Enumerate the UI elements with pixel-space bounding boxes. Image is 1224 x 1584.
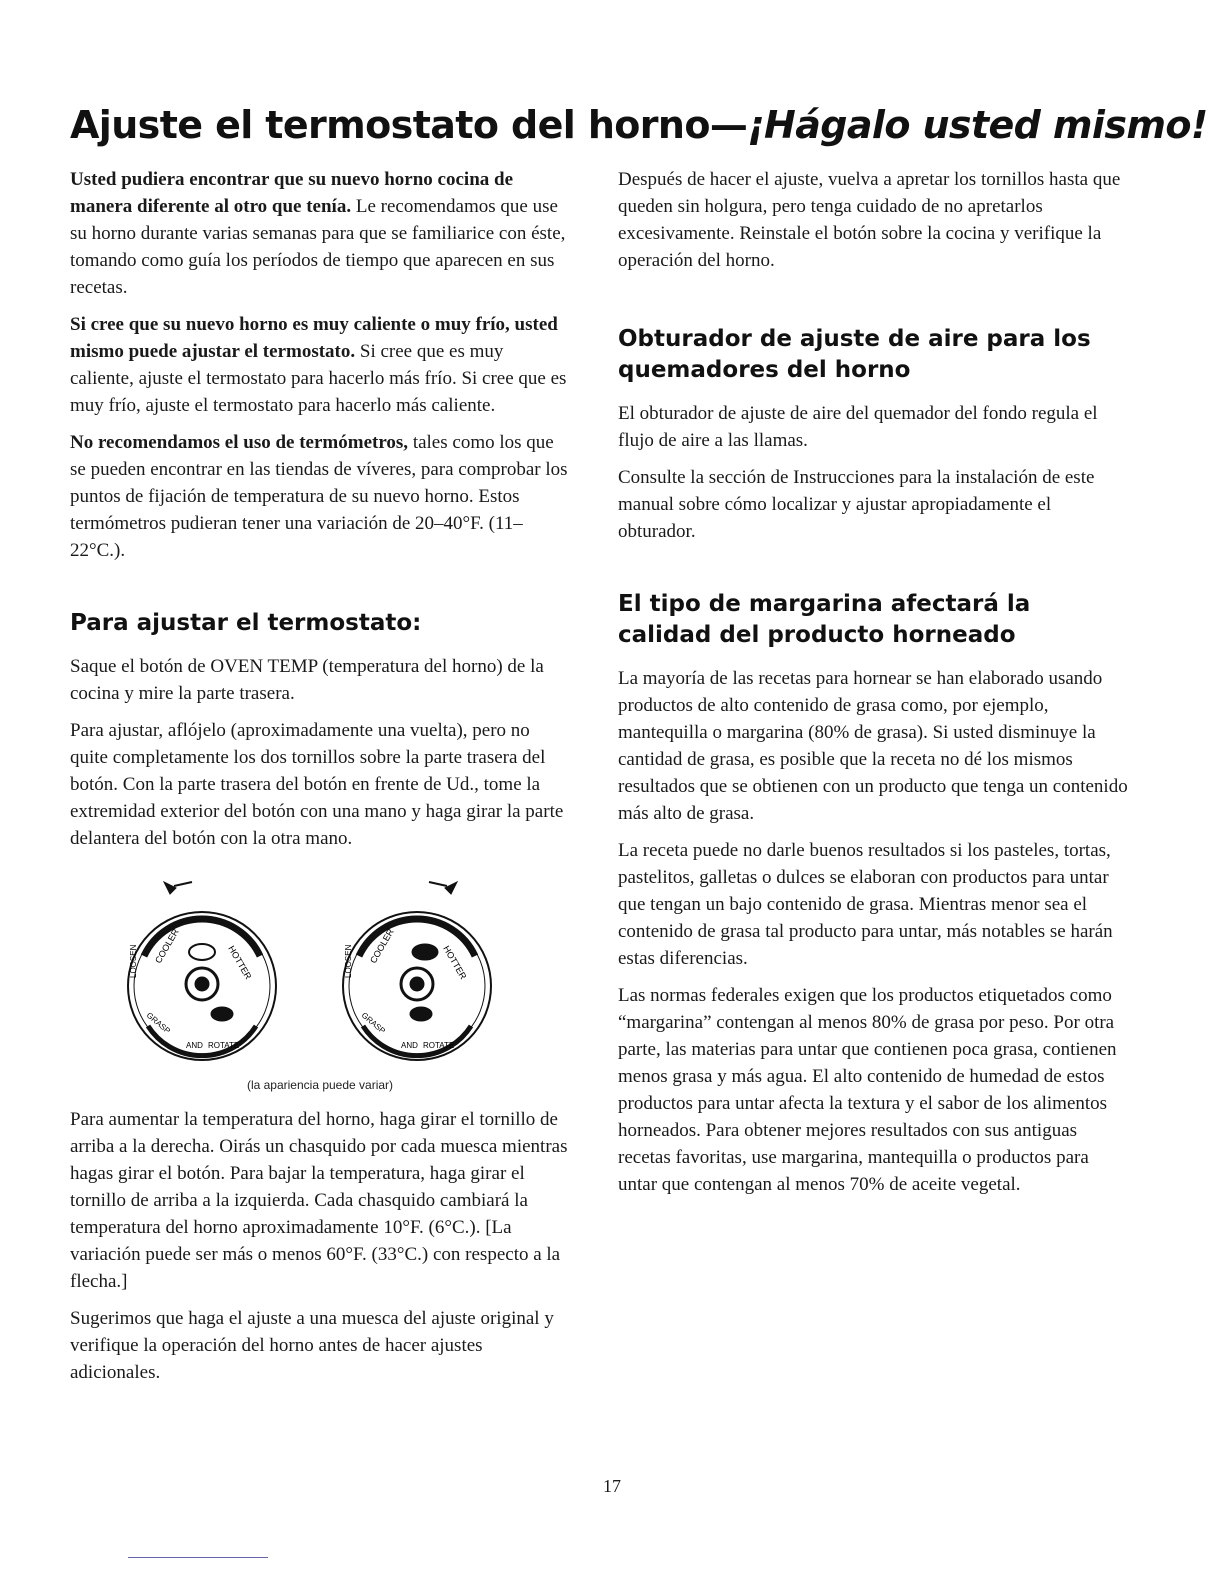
thermometers-text: tales como los que se pueden encontrar en las tiendas de víveres, para comprobar los puntos de fijación de temperatura de su nuevo horno. Estos termómetros pudieran tener una variación de 20–40°F. (11–22°C.). bbox=[70, 432, 568, 561]
label-cooler-left: COOLER bbox=[153, 927, 181, 965]
intro-bold: Usted pudiera encontrar que su nuevo horno cocina de manera diferente al otro que tenía. bbox=[70, 169, 514, 217]
knob-left-illustration bbox=[110, 866, 295, 1066]
hot-cold-paragraph bbox=[70, 311, 570, 419]
installation-reference-paragraph: Consulte la sección de Instrucciones para la instalación de este manual sobre cómo localizar y ajustar apropiadamente el obturador. bbox=[618, 467, 1095, 542]
temperature-adjust-paragraph: Para aumentar la temperatura del horno, haga girar el tornillo de arriba a la derecha. Oirás un chasquido por cada muesca mientras hagas girar el botón. Para bajar la temperatura, haga girar el tornillo de arriba a la izquierda. Cada chasquido cambiará la temperatura del horno aproximadamente 10°F. (6°C.). [La variación puede ser más o menos 60°F. (33°C.) con respecto a la flecha.] bbox=[70, 1109, 568, 1292]
thermometers-paragraph bbox=[70, 429, 570, 564]
intro-paragraph bbox=[70, 166, 570, 301]
label-cooler-right: COOLER bbox=[368, 927, 396, 965]
page-number: 17 bbox=[603, 1476, 621, 1496]
title-italic: ¡Hágalo usted mismo! bbox=[747, 103, 1208, 148]
intro-text: Le recomendamos que use su horno durante varias semanas para que se familiarice con éste, tomando como guía los períodos de tiempo que aparecen en sus recetas. bbox=[70, 196, 566, 298]
remove-knob-paragraph: Saque el botón de OVEN TEMP (temperatura del horno) de la cocina y mire la parte trasera. bbox=[70, 656, 544, 704]
hot-cold-bold: Si cree que su nuevo horno es muy caliente o muy frío, usted mismo puede ajustar el termostato. bbox=[70, 314, 558, 362]
label-grasp-right: GRASP bbox=[359, 1010, 387, 1036]
margarine-heading: El tipo de margarina afectará la calidad del producto horneado bbox=[618, 591, 1031, 648]
page-title bbox=[70, 103, 1208, 148]
label-hotter-left: HOTTER bbox=[226, 944, 254, 982]
low-fat-paragraph: La receta puede no darle buenos resultados si los pasteles, tortas, pastelitos, galletas o dulces se elaboran con productos para untar que tengan un bajo contenido de grasa. Mientras menor sea el contenido de grasa tal producto para untar, más notables se harán estas diferencias. bbox=[618, 840, 1113, 969]
air-shutter-paragraph: El obturador de ajuste de aire del quemador del fondo regula el flujo de aire a las llamas. bbox=[618, 403, 1098, 451]
loosen-screws-paragraph: Para ajustar, aflójelo (aproximadamente una vuelta), pero no quite completamente los dos tornillos sobre la parte trasera del botón. Con la parte trasera del botón en frente de Ud., tome la extremidad exterior del botón con una mano y haga girar la parte delantera del botón con la otra mano. bbox=[70, 720, 564, 849]
label-and-left: AND bbox=[186, 1041, 203, 1050]
label-loosen-left: LOOSEN bbox=[129, 944, 138, 978]
retighten-paragraph: Después de hacer el ajuste, vuelva a apretar los tornillos hasta que queden sin holgura, pero tenga cuidado de no apretarlos excesivamente. Reinstale el botón sobre la cocina y verifique la operación del horno. bbox=[618, 169, 1121, 271]
left-column bbox=[70, 166, 570, 1396]
thermometers-bold: No recomendamos el uso de termómetros, bbox=[70, 432, 409, 453]
label-and-right: AND bbox=[401, 1041, 418, 1050]
label-rotate-left: ROTATE bbox=[208, 1041, 240, 1050]
label-loosen-right: LOOSEN bbox=[344, 944, 353, 978]
rotate-right-arrow-icon bbox=[445, 882, 457, 894]
rotate-left-arrow-icon bbox=[164, 882, 176, 894]
air-shutter-heading: Obturador de ajuste de aire para los quemadores del horno bbox=[618, 326, 1091, 383]
label-hotter-right: HOTTER bbox=[441, 944, 469, 982]
suggestion-paragraph: Sugerimos que haga el ajuste a una muesca del ajuste original y verifique la operación del horno antes de hacer ajustes adicionales. bbox=[70, 1308, 554, 1383]
recipes-fat-paragraph: La mayoría de las recetas para hornear se han elaborado usando productos de alto contenido de grasa como, por ejemplo, mantequilla o margarina (80% de grasa). Si usted disminuye la cantidad de grasa, es posible que la receta no dé los mismos resultados que se obtienen con un producto que tenga un contenido más alto de grasa. bbox=[618, 668, 1128, 824]
adjust-thermostat-heading: Para ajustar el termostato: bbox=[70, 610, 422, 636]
right-column bbox=[618, 166, 1130, 1208]
knob-right-illustration bbox=[325, 866, 510, 1066]
title-main: Ajuste el termostato del horno— bbox=[70, 103, 748, 148]
knob-diagram bbox=[70, 866, 570, 1076]
label-grasp-left: GRASP bbox=[144, 1010, 172, 1036]
federal-standards-paragraph: Las normas federales exigen que los productos etiquetados como “margarina” contengan al menos 80% de grasa por peso. Por otra parte, las materias para untar que contienen poca grasa, contienen menos grasa y más agua. El alto contenido de humedad de estos productos para untar afecta la textura y el sabor de los alimentos horneados. Para obtener mejores resultados con sus antiguas recetas favoritas, use margarina, mantequilla o productos para untar que contengan al menos 70% de aceite vegetal. bbox=[618, 985, 1117, 1195]
label-rotate-right: ROTATE bbox=[423, 1041, 455, 1050]
hot-cold-text: Si cree que es muy caliente, ajuste el termostato para hacerlo más frío. Si cree que es muy frío, ajuste el termostato para hacerlo más caliente. bbox=[70, 341, 567, 416]
figure-caption: (la apariencia puede variar) bbox=[246, 1078, 394, 1092]
footer-rule bbox=[128, 1557, 268, 1558]
